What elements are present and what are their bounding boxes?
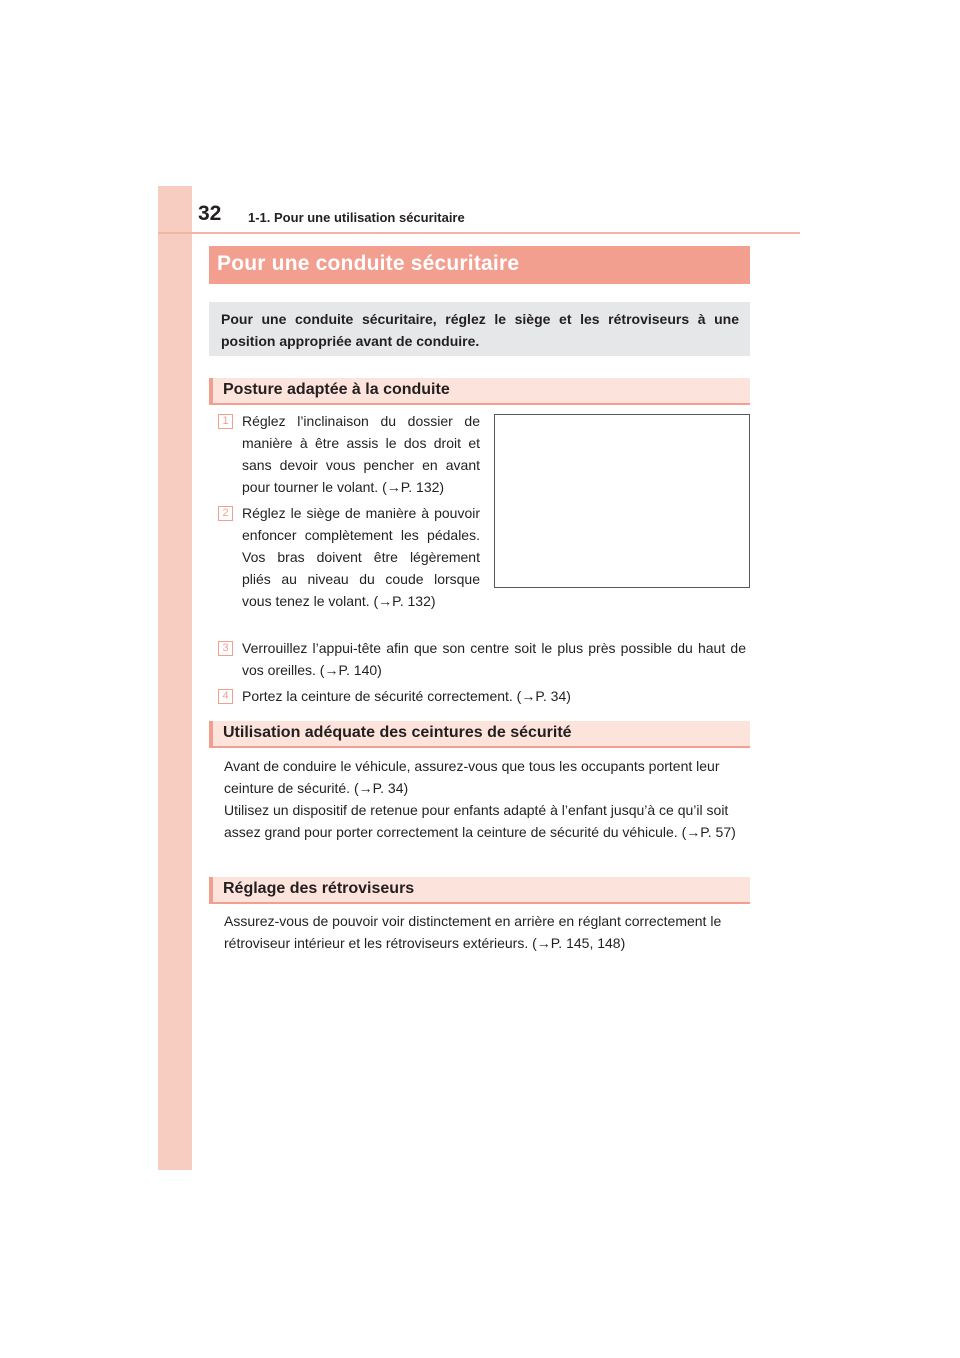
intro-text: Pour une conduite sécuritaire, réglez le siège et les rétroviseurs à une position appropriée avant de conduire.: [221, 311, 739, 349]
item-number-4: 4: [218, 689, 233, 704]
item-number-1: 1: [218, 414, 233, 429]
belts-heading: Utilisation adéquate des ceintures de sécurité: [223, 724, 572, 741]
posture-item-3: Verrouillez l’appui-tête afin que son centre soit le plus près possible du haut de vos oreilles. (→P. 140): [242, 640, 746, 678]
posture-item-1: Réglez l’inclinaison du dossier de manière à être assis le dos droit et sans devoir vous pencher en avant pour tourner le volant. (→P. 132): [242, 413, 480, 495]
illustration-frame: [494, 414, 750, 588]
posture-item-2: Réglez le siège de manière à pouvoir enfoncer complètement les pédales. Vos bras doivent être légèrement pliés au niveau du coude lorsque vous tenez le volant. (→P. 132): [242, 505, 480, 609]
item-number-2: 2: [218, 506, 233, 521]
belts-heading-bar: [209, 721, 750, 748]
posture-item-4: Portez la ceinture de sécurité correctement. (→P. 34): [242, 688, 571, 704]
item-number-3: 3: [218, 641, 233, 656]
posture-heading-bar: [209, 378, 750, 405]
belts-text-2: Utilisez un dispositif de retenue pour enfants adapté à l’enfant jusqu’à ce qu’il soit assez grand pour porter correctement la ceinture de sécurité du véhicule. (→P. 57): [224, 802, 736, 840]
page-number: 32: [198, 202, 222, 225]
chapter-side-tab: [158, 186, 192, 1170]
mirrors-heading: Réglage des rétroviseurs: [223, 880, 415, 897]
page-title: Pour une conduite sécuritaire: [217, 252, 520, 275]
mirrors-text: Assurez-vous de pouvoir voir distinctement en arrière en réglant correctement le rétroviseur intérieur et les rétroviseurs extérieurs. (→P. 145, 148): [224, 913, 722, 951]
belts-text-1: Avant de conduire le véhicule, assurez-vous que tous les occupants portent leur ceinture de sécurité. (→P. 34): [224, 758, 720, 796]
section-label: 1-1. Pour une utilisation sécuritaire: [248, 210, 465, 225]
mirrors-heading-bar: [209, 877, 750, 904]
posture-heading: Posture adaptée à la conduite: [223, 381, 450, 398]
page-title-bar: [209, 246, 750, 284]
header-rule: [158, 232, 800, 234]
intro-box: [209, 302, 750, 356]
